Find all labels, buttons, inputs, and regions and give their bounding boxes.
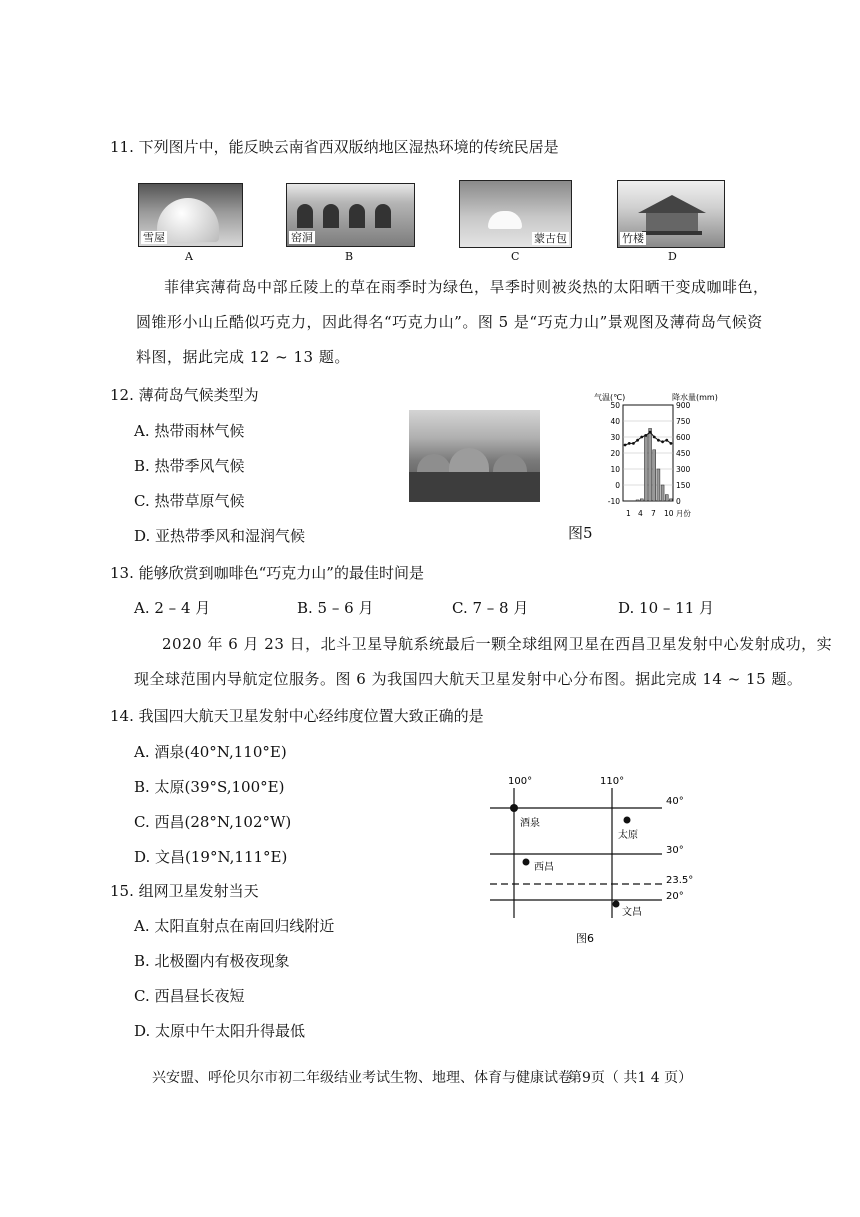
left-tick: -10	[607, 497, 620, 506]
precip-bar	[669, 499, 672, 501]
place-label: 西昌	[534, 862, 554, 873]
image-tag: 蒙古包	[534, 232, 567, 245]
precip-bar	[661, 485, 664, 501]
temperature-point	[628, 442, 631, 445]
precip-bar	[636, 500, 639, 501]
passage-line: 现全球范围内导航定位服务。图 6 为我国四大航天卫星发射中心分布图。据此完成 14 ~ 15 题。	[134, 670, 803, 688]
right-tick: 900	[676, 401, 691, 410]
place-label: 太原	[618, 830, 638, 841]
precip-bar	[653, 450, 656, 501]
right-tick: 600	[676, 433, 691, 442]
left-tick: 50	[610, 401, 620, 410]
q15-option-d: D. 太原中午太阳升得最低	[134, 1022, 306, 1040]
temperature-point	[653, 436, 656, 439]
footer-title: 兴安盟、呼伦贝尔市初二年级结业考试生物、地理、体育与健康试卷	[152, 1070, 572, 1086]
right-tick: 0	[676, 497, 681, 506]
q15-option-b: B. 北极圈内有极夜现象	[134, 952, 290, 970]
image-tag: 雪屋	[143, 231, 165, 244]
temperature-point	[665, 439, 668, 442]
wenchang-dot	[613, 901, 620, 908]
igloo-photo	[138, 183, 243, 247]
image-letter: D	[668, 250, 677, 263]
latitude-label: 23.5°	[666, 875, 694, 886]
image-letter: B	[345, 250, 354, 263]
latitude-label: 40°	[666, 796, 684, 807]
q12-option-d: D. 亚热带季风和湿润气候	[134, 527, 306, 545]
footer-page: 第9页（ 共1 4 页）	[568, 1070, 693, 1086]
precip-bar	[665, 495, 668, 501]
q14-option-b: B. 太原(39°S,100°E)	[134, 778, 285, 796]
temperature-point	[649, 431, 652, 434]
left-tick: 0	[615, 481, 620, 490]
q13-option-b: B. 5 – 6 月	[297, 599, 374, 617]
passage-line: 圆锥形小山丘酷似巧克力，因此得名“巧克力山”。图 5 是“巧克力山”景观图及薄荷岛气候资	[136, 313, 763, 331]
x-tick: 7	[651, 509, 656, 518]
q14-option-a: A. 酒泉(40°N,110°E)	[134, 743, 287, 761]
right-tick: 150	[676, 481, 691, 490]
passage-line: 菲律宾薄荷岛中部丘陵上的草在雨季时为绿色，旱季时则被炎热的太阳晒干变成咖啡色，	[164, 278, 769, 296]
q14-option-d: D. 文昌(19°N,111°E)	[134, 848, 288, 866]
image-letter: C	[511, 250, 520, 263]
left-tick: 30	[610, 433, 620, 442]
left-tick: 10	[610, 465, 620, 474]
fig6-caption: 图6	[576, 932, 594, 945]
chocolate-hills-photo	[409, 410, 540, 502]
temperature-point	[657, 439, 660, 442]
right-axis-label: 降水量(mm)	[672, 393, 718, 402]
temperature-point	[670, 442, 673, 445]
cave-dwelling-photo	[286, 183, 415, 247]
q13-option-c: C. 7 – 8 月	[452, 599, 529, 617]
image-tag: 窑洞	[291, 231, 313, 244]
q15-option-c: C. 西昌昼长夜短	[134, 987, 245, 1005]
launch-center-map	[480, 770, 710, 950]
jiuquan-dot	[510, 804, 518, 812]
taiyuan-dot	[624, 817, 631, 824]
place-label: 酒泉	[520, 818, 540, 829]
right-tick: 750	[676, 417, 691, 426]
fig5-caption: 图5	[568, 524, 593, 542]
q15-stem: 15. 组网卫星发射当天	[110, 882, 259, 900]
q11-stem: 11. 下列图片中，能反映云南省西双版纳地区湿热环境的传统民居是	[110, 138, 559, 156]
q15-option-a: A. 太阳直射点在南回归线附近	[134, 917, 335, 935]
temperature-point	[661, 440, 664, 443]
image-letter: A	[185, 250, 193, 263]
bamboo-house-photo	[617, 180, 725, 248]
q12-option-a: A. 热带雨林气候	[134, 422, 245, 440]
climate-chart	[590, 392, 720, 522]
yurt-photo	[459, 180, 572, 248]
q14-stem: 14. 我国四大航天卫星发射中心经纬度位置大致正确的是	[110, 707, 484, 725]
right-tick: 450	[676, 449, 691, 458]
precip-bar	[644, 435, 647, 501]
latitude-label: 20°	[666, 891, 684, 902]
q13-option-d: D. 10 – 11 月	[618, 599, 715, 617]
temperature-point	[632, 442, 635, 445]
left-axis-label: 气温(℃)	[594, 393, 626, 402]
left-tick: 40	[610, 417, 620, 426]
temperature-point	[645, 434, 648, 437]
precip-bar	[640, 499, 643, 501]
q12-option-c: C. 热带草原气候	[134, 492, 245, 510]
temperature-point	[636, 439, 639, 442]
latitude-label: 30°	[666, 845, 684, 856]
left-tick: 20	[610, 449, 620, 458]
image-tag: 竹楼	[622, 232, 644, 245]
q13-option-a: A. 2 – 4 月	[134, 599, 211, 617]
x-tick: 1	[626, 509, 631, 518]
precip-bar	[657, 469, 660, 501]
passage-line: 料图，据此完成 12 ~ 13 题。	[136, 348, 350, 366]
right-tick: 300	[676, 465, 691, 474]
x-tick: 4	[638, 509, 643, 518]
q14-option-c: C. 西昌(28°N,102°W)	[134, 813, 292, 831]
q12-stem: 12. 薄荷岛气候类型为	[110, 386, 259, 404]
place-label: 文昌	[622, 907, 642, 918]
longitude-label: 110°	[600, 776, 625, 787]
passage-line: 2020 年 6 月 23 日，北斗卫星导航系统最后一颗全球组网卫星在西昌卫星发射中心发射成功，实	[162, 635, 833, 653]
q13-stem: 13. 能够欣赏到咖啡色“巧克力山”的最佳时间是	[110, 564, 424, 582]
q12-option-b: B. 热带季风气候	[134, 457, 245, 475]
temperature-point	[640, 436, 643, 439]
precip-bar	[649, 428, 652, 501]
longitude-label: 100°	[508, 776, 533, 787]
temperature-point	[624, 444, 627, 447]
temperature-line	[625, 432, 671, 445]
x-tick: 10 月份	[664, 509, 691, 518]
xichang-dot	[523, 859, 530, 866]
